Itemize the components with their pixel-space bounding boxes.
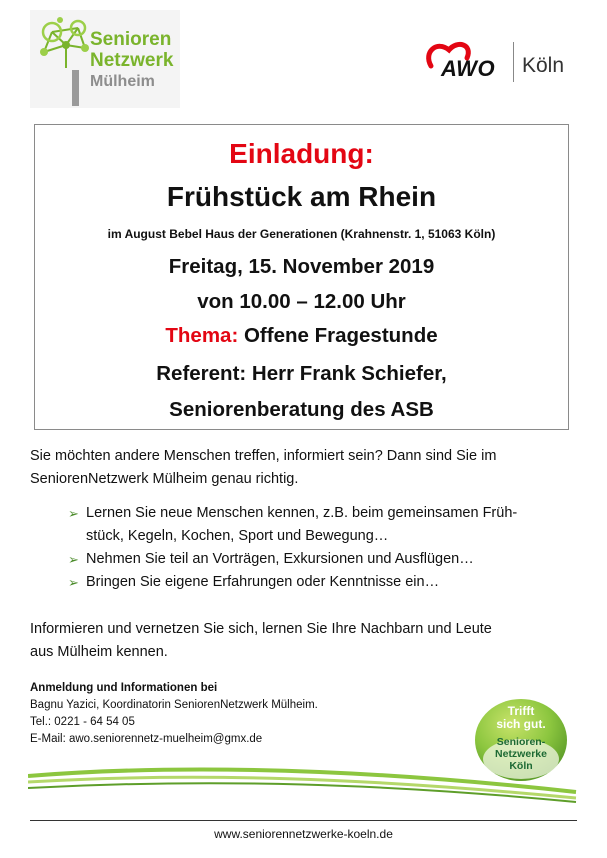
awo-city: Köln: [522, 54, 565, 77]
logo-text-muelheim: Mülheim: [90, 73, 155, 90]
event-topic: [35, 326, 568, 347]
list-item-text: stück, Kegeln, Kochen, Sport und Bewegung…: [86, 528, 389, 544]
awo-brand: AWO: [441, 56, 496, 81]
speaker-organization: Seniorenberatung des ASB: [169, 398, 434, 421]
arrow-bullet-icon: ➢: [68, 552, 79, 567]
intro-paragraph: [30, 445, 582, 491]
event-time: von 10.00 – 12.00 Uhr: [197, 290, 406, 313]
badge-text: Netzwerke: [495, 748, 547, 760]
contact-email: E-Mail: awo.seniorennetz-muelheim@gmx.de: [30, 733, 263, 745]
awo-logo: [425, 36, 575, 86]
benefits-list: [68, 502, 578, 594]
logo-text-senioren: Senioren: [90, 29, 172, 50]
arrow-bullet-icon: ➢: [68, 575, 79, 590]
closing-paragraph: [30, 618, 582, 664]
seniorennetzwerk-logo: [30, 10, 180, 108]
list-item-text: Bringen Sie eigene Erfahrungen oder Kenntnisse ein…: [86, 574, 440, 590]
badge-text: sich gut.: [496, 717, 546, 731]
contact-name: Bagnu Yazici, Koordinatorin SeniorenNetzwerk Mülheim.: [30, 699, 318, 711]
awo-divider: [513, 42, 514, 82]
intro-line: Sie möchten andere Menschen treffen, informiert sein? Dann sind Sie im: [30, 448, 497, 464]
arrow-bullet-icon: ➢: [68, 506, 79, 521]
logo-text-netzwerk: Netzwerk: [90, 50, 174, 71]
event-speaker: Referent: Herr Frank Schiefer,: [156, 362, 447, 385]
contact-title: Anmeldung und Informationen bei: [30, 682, 218, 694]
list-item-text: Nehmen Sie teil an Vorträgen, Exkursionen und Ausflügen…: [86, 551, 474, 567]
contact-block: [30, 680, 318, 748]
badge-text: Senioren-: [496, 736, 546, 748]
invitation-box: [34, 124, 569, 430]
footer-divider: [30, 820, 577, 821]
list-item: [68, 571, 578, 594]
topic-label: Thema:: [165, 324, 239, 347]
closing-line: aus Mülheim kennen.: [30, 644, 168, 660]
event-date: Freitag, 15. November 2019: [168, 255, 435, 278]
list-item-text: Lernen Sie neue Menschen kennen, z.B. beim gemeinsamen Früh-: [86, 505, 518, 521]
event-title: Frühstück am Rhein: [166, 181, 437, 212]
badge-text: Trifft: [507, 704, 535, 718]
contact-phone: Tel.: 0221 - 64 54 05: [30, 716, 135, 728]
decorative-swoosh: [28, 758, 578, 808]
footer-website-link[interactable]: www.seniorennetzwerke-koeln.de: [214, 827, 393, 841]
intro-line: SeniorenNetzwerk Mülheim genau richtig.: [30, 471, 299, 487]
event-venue: im August Bebel Haus der Generationen (Krahnenstr. 1, 51063 Köln): [107, 227, 496, 241]
list-item: [68, 502, 578, 548]
invitation-heading: Einladung:: [229, 138, 374, 169]
badge-text: Köln: [509, 760, 533, 772]
closing-line: Informieren und vernetzen Sie sich, lernen Sie Ihre Nachbarn und Leute: [30, 621, 492, 637]
topic-value: Offene Fragestunde: [243, 324, 438, 347]
list-item: [68, 548, 578, 571]
